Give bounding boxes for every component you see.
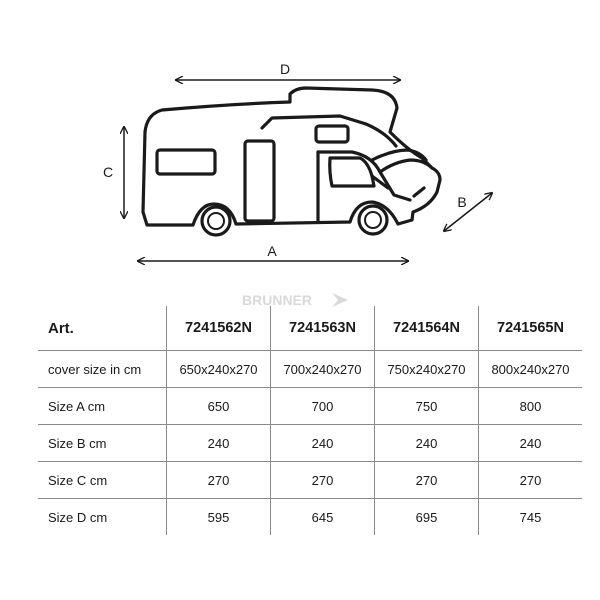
table-cell: 800x240x270: [479, 351, 583, 388]
motorhome-outline: [143, 88, 440, 235]
table-cell: 270: [167, 462, 271, 499]
article-number: 7241563N: [271, 306, 375, 351]
dimension-d-label: D: [279, 61, 291, 77]
header-label: Art.: [38, 306, 167, 351]
table-cell: 240: [271, 425, 375, 462]
table-row: [38, 425, 582, 462]
table-cell: 695: [375, 499, 479, 536]
table-cell: 650: [167, 388, 271, 425]
table-row: [38, 351, 582, 388]
row-label: Size C cm: [38, 462, 167, 499]
table-cell: 270: [479, 462, 583, 499]
table-cell: 750x240x270: [375, 351, 479, 388]
specification-table: [38, 306, 582, 535]
table-cell: 645: [271, 499, 375, 536]
table-cell: 270: [271, 462, 375, 499]
motorhome-diagram: [0, 0, 600, 290]
table-header-row: [38, 306, 582, 351]
table-row: [38, 499, 582, 536]
table-cell: 745: [479, 499, 583, 536]
table-cell: 595: [167, 499, 271, 536]
table-cell: 750: [375, 388, 479, 425]
svg-text:BRUNNER: BRUNNER: [242, 292, 312, 308]
dimension-b-label: B: [457, 194, 467, 210]
table-cell: 240: [375, 425, 479, 462]
row-label: Size A cm: [38, 388, 167, 425]
dimension-b-arrow: [444, 193, 492, 231]
table-cell: 240: [479, 425, 583, 462]
dimension-a-label: A: [267, 243, 277, 259]
row-label: cover size in cm: [38, 351, 167, 388]
article-number: 7241564N: [375, 306, 479, 351]
table-cell: 650x240x270: [167, 351, 271, 388]
row-label: Size B cm: [38, 425, 167, 462]
table-cell: 270: [375, 462, 479, 499]
table-row: [38, 462, 582, 499]
article-number: 7241562N: [167, 306, 271, 351]
table-cell: 700: [271, 388, 375, 425]
table-cell: 240: [167, 425, 271, 462]
table-row: [38, 388, 582, 425]
article-number: 7241565N: [479, 306, 583, 351]
table-cell: 700x240x270: [271, 351, 375, 388]
table-cell: 800: [479, 388, 583, 425]
row-label: Size D cm: [48, 509, 108, 525]
dimension-c-label: C: [102, 164, 114, 180]
